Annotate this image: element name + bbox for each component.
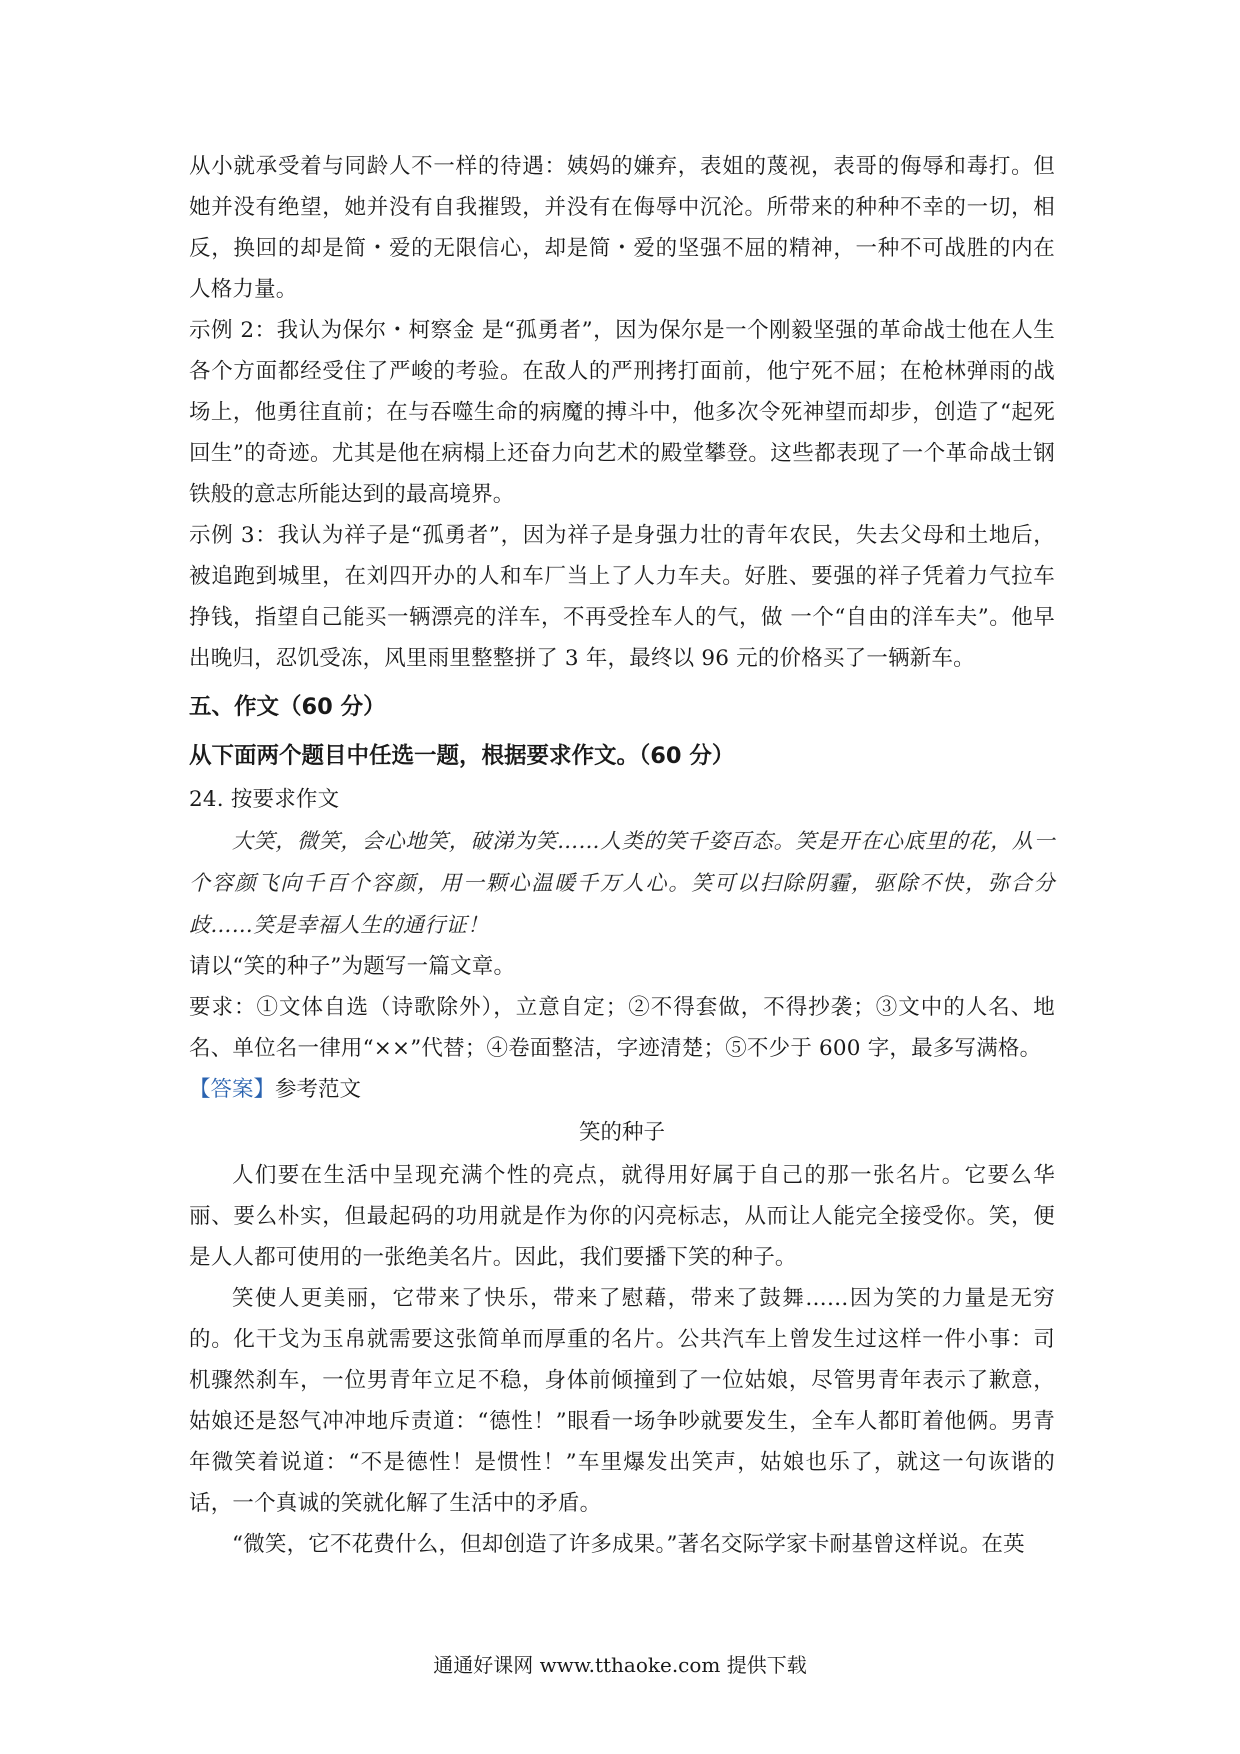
page-content <box>189 146 1055 1565</box>
question-prompt: 请以“笑的种子”为题写一篇文章。 <box>189 954 516 979</box>
essay-paragraph-2: 笑使人更美丽，它带来了快乐，带来了慰藉，带来了鼓舞……因为笑的力量是无穷的。化干戈为玉帛就需要这张简单而厚重的名片。公共汽车上曾发生过这样一件小事：司机骤然刹车，一位男青年立足不稳，身体前倾撞到了一位姑娘，尽管男青年表示了歉意，姑娘还是怒气冲冲地斥责道：“德性！”眼看一场争吵就要发生，全车人都盯着他俩。男青年微笑着说道：“不是德性！是惯性！”车里爆发出笑声，姑娘也乐了，就这一句诙谐的话，一个真诚的笑就化解了生活中的矛盾。 <box>189 1286 1055 1516</box>
answer-label: 参考范文 <box>275 1077 362 1102</box>
paragraph-example-2: 示例 2：我认为保尔・柯察金 是“孤勇者”，因为保尔是一个刚毅坚强的革命战士他在人生各个方面都经受住了严峻的考验。在敌人的严刑拷打面前，他宁死不屈；在枪林弹雨的战场上，他勇往直前；在与吞噬生命的病魔的搏斗中，他多次令死神望而却步，创造了“起死回生”的奇迹。尤其是他在病榻上还奋力向艺术的殿堂攀登。这些都表现了一个革命战士钢铁般的意志所能达到的最高境界。 <box>189 318 1055 507</box>
answer-tag: 【答案】 <box>189 1077 276 1102</box>
question-title: 24. 按要求作文 <box>189 787 340 812</box>
page-footer: 通通好课网 www.tthaoke.com 提供下载 <box>433 1653 807 1677</box>
essay-paragraph-3: “微笑，它不花费什么，但却创造了许多成果。”著名交际学家卡耐基曾这样说。在英 <box>232 1532 1025 1557</box>
question-quote: 大笑，微笑，会心地笑，破涕为笑……人类的笑千姿百态。笑是开在心底里的花，从一个容颜飞向千百个容颜，用一颗心温暖千万人心。笑可以扫除阴霾，驱除不快，弥合分歧……笑是幸福人生的通行证！ <box>189 829 1055 937</box>
question-requirements: 要求：①文体自选（诗歌除外），立意自定；②不得套做，不得抄袭；③文中的人名、地名、单位名一律用“××”代替；④卷面整洁，字迹清楚；⑤不少于 600 字，最多写满格。 <box>189 995 1055 1061</box>
essay-paragraph-1: 人们要在生活中呈现充满个性的亮点，就得用好属于自己的那一张名片。它要么华丽、要么朴实，但最起码的功用就是作为你的闪亮标志，从而让人能完全接受你。笑，便是人人都可使用的一张绝美名片。因此，我们要播下笑的种子。 <box>189 1163 1055 1270</box>
paragraph-jane-eyre-continued: 从小就承受着与同龄人不一样的待遇：姨妈的嫌弃，表姐的蔑视，表哥的侮辱和毒打。但她并没有绝望，她并没有自我摧毁，并没有在侮辱中沉沦。所带来的种种不幸的一切，相反，换回的却是简・爱的无限信心，却是简・爱的坚强不屈的精神，一种不可战胜的内在人格力量。 <box>189 154 1055 302</box>
answer-line <box>189 1069 1055 1111</box>
section-title: 五、作文（60 分） <box>189 694 386 720</box>
paragraph-example-3: 示例 3：我认为祥子是“孤勇者”，因为祥子是身强力壮的青年农民，失去父母和土地后，被追跑到城里，在刘四开办的人和车厂当上了人力车夫。好胜、要强的祥子凭着力气拉车挣钱，指望自己能买一辆漂亮的洋车，不再受拴车人的气，做 一个“自由的洋车夫”。他早出晚归，忍饥受冻，风里雨里整整拼了 3 年，最终以 96 元的价格买了一辆新车。 <box>189 523 1055 671</box>
section-instruction: 从下面两个题目中任选一题，根据要求作文。（60 分） <box>189 743 735 769</box>
essay-title: 笑的种子 <box>578 1120 665 1145</box>
